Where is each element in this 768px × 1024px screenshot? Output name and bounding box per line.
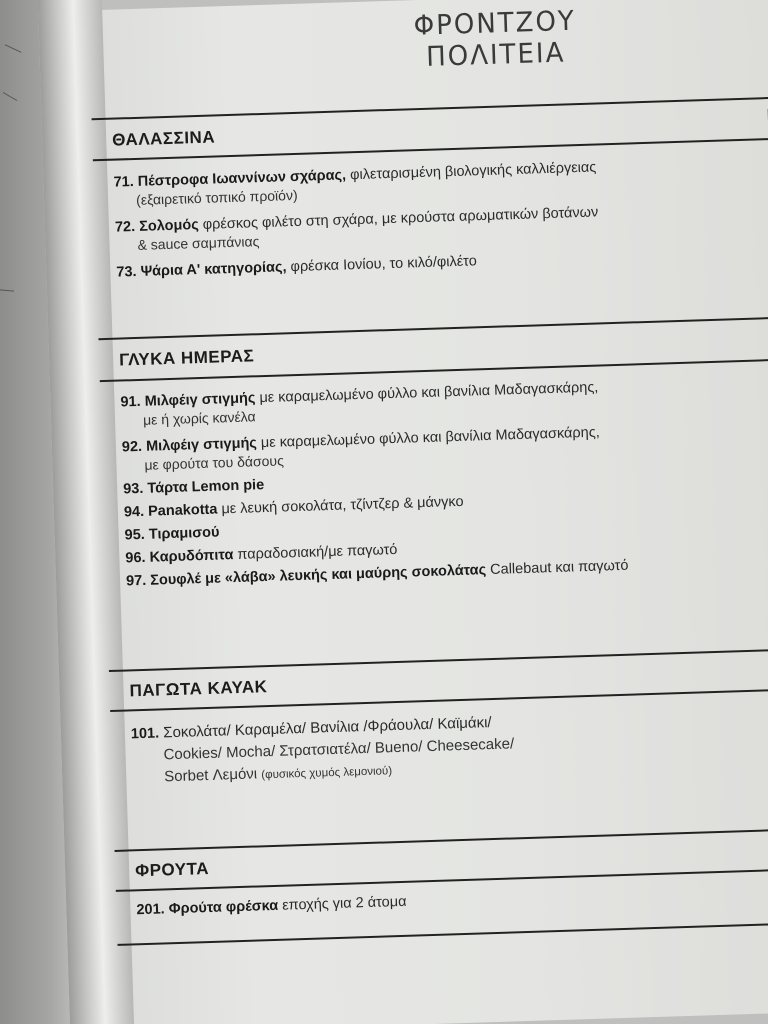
item-list [120,372,768,590]
item-list [113,152,768,281]
item-number: 71. [113,174,135,191]
section-fruits [115,828,768,970]
brand-line-1: ΦΡΟΝΤΖΟΥ [413,5,577,43]
item-number: 96. [125,549,146,567]
item-name: Σουφλέ με «λάβα» λευκής και μαύρης σοκολάτας [150,562,487,589]
item-number: 91. [120,393,141,411]
item-number: 93. [122,480,144,498]
item-number: 201. [136,901,165,919]
item-description: φιλεταρισμένη βιολογικής καλλιέργειας [345,159,597,184]
item-number: 101. [130,725,160,743]
section-title: ΦΡΟΥΤΑ [134,858,210,881]
item-subline: με ή χωρίς κανέλα [142,408,256,428]
section-rule [115,827,768,852]
item-number: 95. [124,526,146,544]
restaurant-logo [374,4,616,75]
section-desserts [98,316,768,638]
item-number: 72. [114,219,136,236]
section-title: ΠΑΓΩΤΑ ΚΑΥΑΚ [129,677,268,701]
item-name: Τιραμισού [148,524,220,543]
item-name: Καρυδόπιτα [149,547,234,566]
section-rule [98,315,768,340]
item-subline: (εξαιρετικό τοπικό προϊόν) [135,186,298,208]
section-ice-cream [109,648,768,830]
section-rule [118,921,768,946]
surface-scratch [3,92,17,101]
item-list [131,702,768,790]
menu-page [38,0,768,1024]
item-description: Σοκολάτα/ Καραμέλα/ Βανίλια /Φράουλα/ Καϊμάκι/ [158,714,492,742]
item-name: Τάρτα Lemon pie [147,477,265,497]
item-note: (φυσικός χυμός λεμονιού) [261,765,393,782]
item-subline-text: Sorbet Λεμόνι [164,765,258,786]
item-number: 97. [125,572,147,590]
item-name: Ψάρια Α' κατηγορίας, [140,259,287,280]
item-number: 94. [123,503,145,521]
item-number: 92. [121,438,143,456]
section-rule [109,647,768,672]
item-name: Σολομός [138,217,199,235]
section-title: ΘΑΛΑΣΣΙΝΑ [111,127,216,150]
item-description: με καραμελωμένο φύλλο και βανίλια Μαδαγασκάρης, [255,379,599,407]
item-name: Μιλφέιγ στιγμής [145,435,258,455]
item-description: φρέσκος φιλέτο στη σχάρα, με κρούστα αρωματικών βοτάνων [198,204,599,233]
item-description: με λευκή σοκολάτα, τζίντζερ & μάνγκο [217,493,464,518]
surface-scratch [0,289,14,291]
item-subline: Cookies/ Mocha/ Στρατσιατέλα/ Bueno/ Cheesecake/ [163,735,515,764]
item-description: φρέσκα Ιονίου, το κιλό/φιλέτο [286,253,478,276]
item-description: Callebaut και παγωτό [485,557,629,579]
section-title: ΓΛΥΚΑ ΗΜΕΡΑΣ [118,346,255,370]
item-description: παραδοσιακή/με παγωτό [233,541,398,564]
item-number: 73. [116,263,137,281]
item-description: εποχής για 2 άτομα [277,893,407,914]
item-name: Πέστροφα Ιωαννίνων σχάρας, [137,167,347,190]
item-description: με καραμελωμένο φύλλο και βανίλια Μαδαγασκάρης, [256,424,601,452]
item-name: Μιλφέιγ στιγμής [144,390,256,410]
section-seafood [92,96,768,308]
item-subline: & sauce σαμπάνιας [137,233,260,253]
item-subline: με φρούτα του δάσους [144,452,285,473]
brand-line-2: ΠΟΛΙΤΕΙΑ [425,37,566,74]
section-rule [92,95,768,120]
item-name: Panakotta [147,501,218,520]
item-name: Φρούτα φρέσκα [168,897,279,918]
menu-item [131,702,768,790]
surface-scratch [5,44,22,53]
